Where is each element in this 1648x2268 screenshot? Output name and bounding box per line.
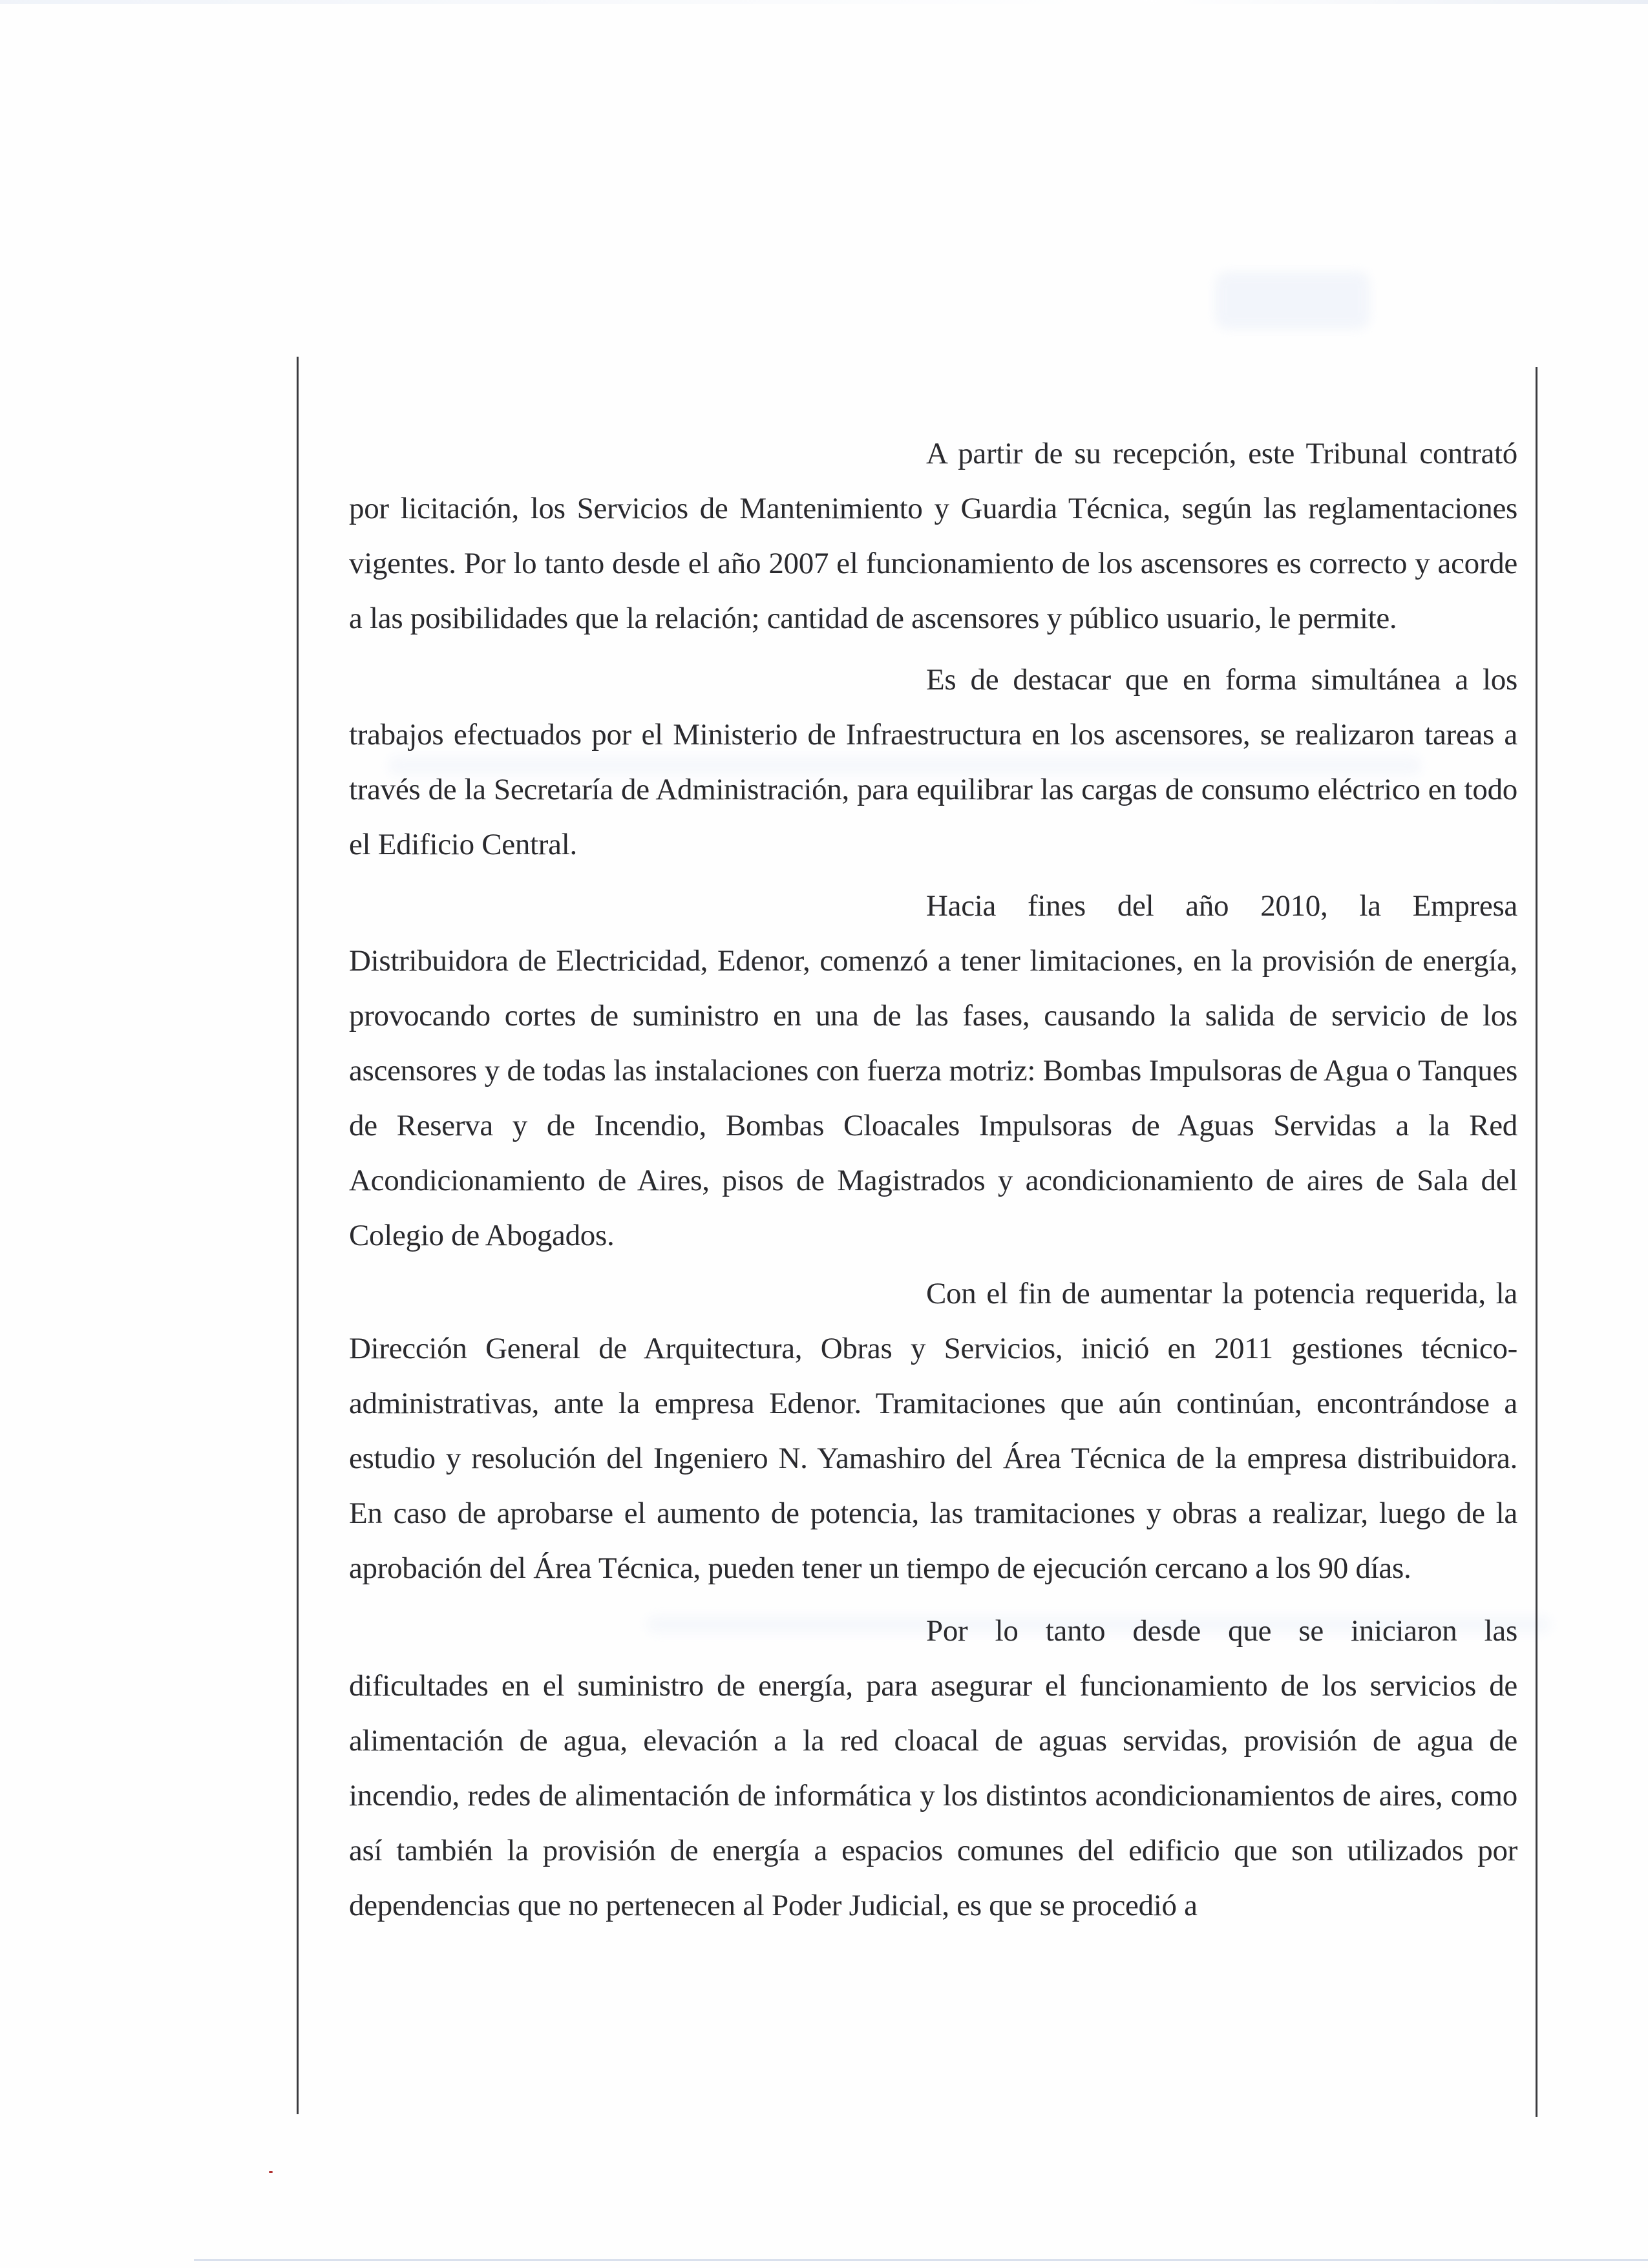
right-margin-rule <box>1536 367 1537 2117</box>
left-margin-rule <box>297 357 299 2114</box>
bleed-through-mark <box>1215 271 1370 330</box>
scan-speck <box>269 2171 273 2173</box>
paragraph: Hacia fines del año 2010, la Empresa Distribuidora de Electricidad, Edenor, comenzó a tener limitaciones, en la provisión de energía, provocando cortes de suministro en una de las fases, causando la salida de servicio de los ascensores y de todas las instalaciones con fuerza motriz: Bombas Impulsoras de Agua o Tanques de Reserva y de Incendio, Bombas Cloacales Impulsoras de Aguas Servidas a la Red Acondicionamiento de Aires, pisos de Magistrados y acondicionamiento de aires de Sala del Colegio de Abogados. <box>349 889 1517 1252</box>
paragraph: Por lo tanto desde que se iniciaron las dificultades en el suministro de energía, para asegurar el funcionamiento de los servicios de alimentación de agua, elevación a la red cloacal de aguas servidas, provisión de agua de incendio, redes de alimentación de informática y los distintos acondicionamientos de aires, como así también la provisión de energía a espacios comunes del edificio que son utilizados por dependencias que no pertenecen al Poder Judicial, es que se procedió a <box>349 1614 1517 1922</box>
paragraph: Con el fin de aumentar la potencia requerida, la Dirección General de Arquitectura, Obras y Servicios, inició en 2011 gestiones técnico-administrativas, ante la empresa Edenor. Tramitaciones que aún continúan, encontrándose a estudio y resolución del Ingeniero N. Yamashiro del Área Técnica de la empresa distribuidora. En caso de aprobarse el aumento de potencia, las tramitaciones y obras a realizar, luego de la aprobación del Área Técnica, pueden tener un tiempo de ejecución cercano a los 90 días. <box>349 1277 1517 1585</box>
scan-edge-top <box>0 0 1648 4</box>
paragraph: A partir de su recepción, este Tribunal contrató por licitación, los Servicios de Mantenimiento y Guardia Técnica, según las reglamentaciones vigentes. Por lo tanto desde el año 2007 el funcionamiento de los ascensores es correcto y acorde a las posibilidades que la relación; cantidad de ascensores y público usuario, le permite. <box>349 437 1517 635</box>
document-body <box>349 426 1517 1933</box>
scan-edge-bottom <box>194 2259 1648 2261</box>
paragraph: Es de destacar que en forma simultánea a los trabajos efectuados por el Ministerio de Infraestructura en los ascensores, se realizaron tareas a través de la Secretaría de Administración, para equilibrar las cargas de consumo eléctrico en todo el Edificio Central. <box>349 663 1517 861</box>
